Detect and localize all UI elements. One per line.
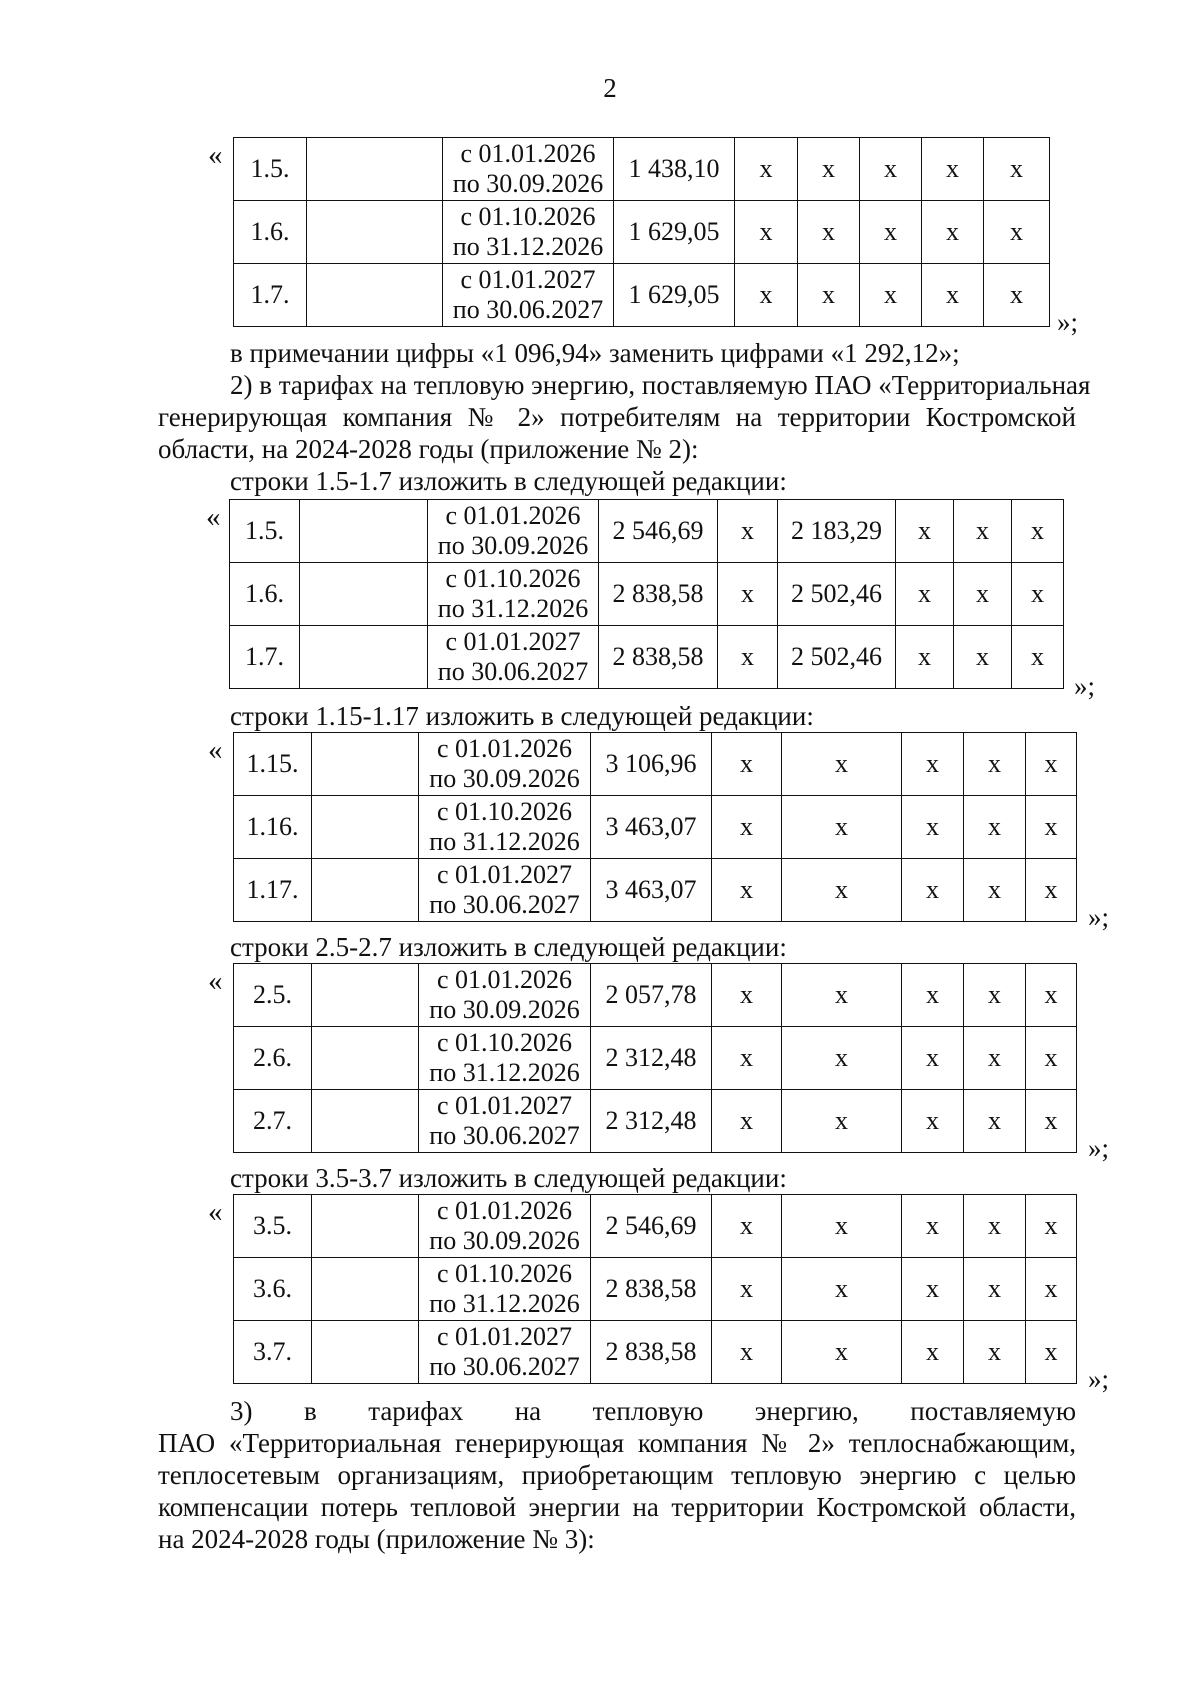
table-2-heading: строки 1.5-1.7 изложить в следующей редакции: [230, 466, 787, 496]
opening-quote: « [206, 501, 221, 533]
period-cell [419, 964, 591, 1027]
tariff-cell-c1: х [718, 563, 778, 626]
tariff-cell-c2: х [782, 859, 902, 922]
period-from: с 01.01.2026 [460, 139, 596, 168]
tariff-cell-c2: х [798, 264, 860, 327]
empty-cell [307, 201, 443, 264]
item3-line-3: теплосетевым организациям, приобретающим тепловую энергию с целью [158, 1460, 1076, 1490]
period-to: по 30.06.2027 [429, 890, 580, 919]
period-to: по 30.06.2027 [429, 1352, 580, 1381]
page-number: 2 [603, 73, 617, 103]
period-to: по 30.06.2027 [452, 295, 604, 324]
empty-cell [312, 1090, 419, 1153]
tariff-cell-c5: х [1026, 796, 1077, 859]
item3-line-1: 3) в тарифах на тепловую энергию, поставляемую [230, 1396, 1076, 1426]
closing-quote: »; [1074, 671, 1096, 701]
tariff-cell-c4: х [964, 1090, 1026, 1153]
table-row [234, 1195, 1077, 1258]
row-number-cell: 3.7. [234, 1321, 312, 1384]
empty-cell [312, 1027, 419, 1090]
tariff-cell-c5: х [1026, 733, 1077, 796]
tariff-cell-c2: х [798, 201, 860, 264]
table-row [230, 563, 1064, 626]
empty-cell [300, 563, 428, 626]
tariff-value-cell: 3 463,07 [591, 859, 712, 922]
empty-cell [300, 626, 428, 689]
tariff-cell-c5: х [1026, 964, 1077, 1027]
table-3-heading: строки 1.15-1.17 изложить в следующей редакции: [230, 701, 814, 731]
tariff-cell-c1: х [718, 500, 778, 563]
period-cell [419, 733, 591, 796]
period-cell [419, 1258, 591, 1321]
tariff-cell-c5: х [984, 264, 1050, 327]
empty-cell [312, 796, 419, 859]
tariff-cell-c3: х [860, 138, 922, 201]
tariff-cell-c3: х [902, 733, 964, 796]
tariff-cell-c2: х [782, 796, 902, 859]
tariff-cell-c1: х [712, 796, 782, 859]
row-number-cell: 2.5. [234, 964, 312, 1027]
tariff-cell-c1: х [735, 201, 798, 264]
tariff-cell-c2: 2 502,46 [778, 626, 896, 689]
tariff-cell-c2: х [782, 1090, 902, 1153]
row-number-cell: 1.5. [230, 500, 300, 563]
tariff-cell-c4: х [964, 733, 1026, 796]
tariff-cell-c5: х [1012, 500, 1064, 563]
row-number-cell: 1.7. [234, 264, 307, 327]
tariff-cell-c4: х [954, 563, 1012, 626]
closing-quote: »; [1088, 1133, 1110, 1163]
tariff-cell-c1: х [712, 1258, 782, 1321]
note-line: в примечании цифры «1 096,94» заменить цифрами «1 292,12»; [230, 338, 960, 368]
item3-line-5: на 2024-2028 годы (приложение № 3): [158, 1524, 595, 1554]
tariff-cell-c3: х [902, 1258, 964, 1321]
table-row [234, 201, 1050, 264]
period-from: с 01.01.2027 [436, 1322, 573, 1351]
table-row [234, 1090, 1077, 1153]
empty-cell [300, 500, 428, 563]
row-number-cell: 1.5. [234, 138, 307, 201]
period-from: с 01.01.2027 [445, 627, 581, 656]
tariff-cell-c4: х [954, 500, 1012, 563]
tariff-table-2 [229, 499, 1064, 689]
period-from: с 01.10.2026 [445, 564, 581, 593]
period-from: с 01.10.2026 [436, 1028, 573, 1057]
empty-cell [312, 1258, 419, 1321]
table-row [234, 796, 1077, 859]
empty-cell [312, 1195, 419, 1258]
closing-quote: »; [1088, 1364, 1110, 1394]
period-cell [419, 859, 591, 922]
opening-quote: « [208, 139, 223, 171]
period-cell [419, 796, 591, 859]
tariff-cell-c1: х [735, 138, 798, 201]
row-number-cell: 1.6. [234, 201, 307, 264]
period-from: с 01.10.2026 [436, 1259, 573, 1288]
period-to: по 31.12.2026 [452, 232, 604, 261]
period-cell [419, 1195, 591, 1258]
tariff-cell-c1: х [712, 1321, 782, 1384]
tariff-cell-c3: х [896, 500, 954, 563]
item3-line-2: ПАО «Территориальная генерирующая компания № 2» теплоснабжающим, [158, 1428, 1076, 1458]
closing-quote: »; [1057, 307, 1079, 337]
tariff-cell-c4: х [964, 796, 1026, 859]
period-cell [428, 563, 599, 626]
tariff-cell-c2: х [782, 964, 902, 1027]
period-to: по 30.09.2026 [437, 531, 589, 560]
row-number-cell: 2.6. [234, 1027, 312, 1090]
row-number-cell: 1.17. [234, 859, 312, 922]
period-from: с 01.01.2026 [436, 1196, 573, 1225]
tariff-cell-c4: х [964, 1321, 1026, 1384]
period-to: по 30.06.2027 [437, 657, 589, 686]
tariff-cell-c3: х [896, 563, 954, 626]
tariff-table-3 [233, 732, 1077, 922]
period-to: по 31.12.2026 [437, 594, 589, 623]
row-number-cell: 1.15. [234, 733, 312, 796]
tariff-cell-c4: х [964, 859, 1026, 922]
tariff-cell-c1: х [712, 859, 782, 922]
tariff-cell-c4: х [964, 964, 1026, 1027]
empty-cell [312, 1321, 419, 1384]
empty-cell [307, 138, 443, 201]
tariff-table-5 [233, 1194, 1077, 1384]
item2-line-1: 2) в тарифах на тепловую энергию, поставляемую ПАО «Территориальная [230, 370, 1091, 400]
tariff-cell-c2: х [782, 733, 902, 796]
tariff-value-cell: 2 838,58 [599, 563, 718, 626]
tariff-cell-c5: х [1026, 1195, 1077, 1258]
row-number-cell: 3.6. [234, 1258, 312, 1321]
tariff-cell-c2: х [782, 1321, 902, 1384]
period-to: по 30.09.2026 [452, 169, 604, 198]
empty-cell [312, 964, 419, 1027]
opening-quote: « [208, 965, 223, 997]
period-from: с 01.01.2027 [436, 1091, 573, 1120]
tariff-value-cell: 2 838,58 [599, 626, 718, 689]
period-from: с 01.10.2026 [460, 202, 596, 231]
tariff-cell-c5: х [1026, 1090, 1077, 1153]
closing-quote: »; [1088, 902, 1110, 932]
table-row [234, 733, 1077, 796]
period-from: с 01.01.2027 [436, 860, 573, 889]
tariff-cell-c3: х [902, 859, 964, 922]
tariff-cell-c4: х [964, 1195, 1026, 1258]
row-number-cell: 2.7. [234, 1090, 312, 1153]
item2-line-3: области, на 2024-2028 годы (приложение № 2): [158, 434, 699, 464]
empty-cell [307, 264, 443, 327]
tariff-cell-c5: х [1026, 1258, 1077, 1321]
tariff-cell-c3: х [902, 1195, 964, 1258]
period-cell [443, 138, 614, 201]
period-cell [419, 1090, 591, 1153]
period-cell [443, 201, 614, 264]
tariff-cell-c3: х [902, 1090, 964, 1153]
row-number-cell: 1.16. [234, 796, 312, 859]
tariff-cell-c3: х [860, 264, 922, 327]
tariff-cell-c2: х [782, 1027, 902, 1090]
tariff-value-cell: 2 312,48 [591, 1090, 712, 1153]
tariff-table-1 [233, 137, 1050, 327]
tariff-cell-c5: х [1012, 626, 1064, 689]
tariff-cell-c4: х [964, 1258, 1026, 1321]
table-5-heading: строки 3.5-3.7 изложить в следующей редакции: [230, 1163, 787, 1193]
tariff-cell-c1: х [735, 264, 798, 327]
period-cell [419, 1027, 591, 1090]
tariff-cell-c2: 2 183,29 [778, 500, 896, 563]
tariff-value-cell: 1 629,05 [614, 201, 735, 264]
tariff-table-4 [233, 963, 1077, 1153]
tariff-cell-c2: 2 502,46 [778, 563, 896, 626]
period-to: по 31.12.2026 [429, 1289, 580, 1318]
tariff-cell-c3: х [902, 1321, 964, 1384]
tariff-value-cell: 2 838,58 [591, 1321, 712, 1384]
tariff-cell-c1: х [712, 964, 782, 1027]
tariff-cell-c1: х [712, 1027, 782, 1090]
tariff-value-cell: 2 546,69 [599, 500, 718, 563]
tariff-cell-c5: х [1012, 563, 1064, 626]
tariff-cell-c3: х [860, 201, 922, 264]
item2-line-2: генерирующая компания № 2» потребителям на территории Костромской [158, 402, 1076, 432]
tariff-cell-c5: х [984, 201, 1050, 264]
tariff-cell-c4: х [954, 626, 1012, 689]
tariff-cell-c1: х [712, 1195, 782, 1258]
period-from: с 01.10.2026 [436, 797, 573, 826]
tariff-value-cell: 1 629,05 [614, 264, 735, 327]
tariff-cell-c5: х [1026, 859, 1077, 922]
item3-line-4: компенсации потерь тепловой энергии на территории Костромской области, [158, 1492, 1076, 1522]
table-row [234, 1027, 1077, 1090]
period-from: с 01.01.2026 [436, 734, 573, 763]
tariff-cell-c3: х [902, 964, 964, 1027]
period-to: по 30.09.2026 [429, 995, 580, 1024]
tariff-value-cell: 3 106,96 [591, 733, 712, 796]
tariff-cell-c2: х [782, 1195, 902, 1258]
period-to: по 30.09.2026 [429, 764, 580, 793]
period-cell [443, 264, 614, 327]
table-row [230, 500, 1064, 563]
tariff-cell-c4: х [922, 201, 984, 264]
tariff-cell-c4: х [922, 264, 984, 327]
empty-cell [312, 733, 419, 796]
period-cell [419, 1321, 591, 1384]
period-from: с 01.01.2026 [436, 965, 573, 994]
table-row [234, 964, 1077, 1027]
tariff-cell-c4: х [964, 1027, 1026, 1090]
period-cell [428, 626, 599, 689]
period-from: с 01.01.2026 [445, 501, 581, 530]
tariff-cell-c4: х [922, 138, 984, 201]
tariff-value-cell: 1 438,10 [614, 138, 735, 201]
table-row [234, 138, 1050, 201]
period-to: по 31.12.2026 [429, 827, 580, 856]
table-row [234, 859, 1077, 922]
tariff-cell-c1: х [718, 626, 778, 689]
tariff-cell-c5: х [1026, 1321, 1077, 1384]
period-to: по 30.09.2026 [429, 1226, 580, 1255]
table-row [230, 626, 1064, 689]
tariff-cell-c3: х [902, 1027, 964, 1090]
period-to: по 31.12.2026 [429, 1058, 580, 1087]
tariff-value-cell: 2 057,78 [591, 964, 712, 1027]
period-from: с 01.01.2027 [460, 265, 596, 294]
tariff-cell-c2: х [798, 138, 860, 201]
opening-quote: « [208, 1196, 223, 1228]
tariff-cell-c3: х [896, 626, 954, 689]
tariff-cell-c3: х [902, 796, 964, 859]
opening-quote: « [208, 734, 223, 766]
table-row [234, 1321, 1077, 1384]
table-row [234, 1258, 1077, 1321]
row-number-cell: 3.5. [234, 1195, 312, 1258]
row-number-cell: 1.7. [230, 626, 300, 689]
tariff-value-cell: 3 463,07 [591, 796, 712, 859]
table-row [234, 264, 1050, 327]
tariff-cell-c1: х [712, 1090, 782, 1153]
tariff-value-cell: 2 312,48 [591, 1027, 712, 1090]
tariff-cell-c2: х [782, 1258, 902, 1321]
tariff-cell-c5: х [984, 138, 1050, 201]
tariff-value-cell: 2 546,69 [591, 1195, 712, 1258]
period-to: по 30.06.2027 [429, 1121, 580, 1150]
empty-cell [312, 859, 419, 922]
table-4-heading: строки 2.5-2.7 изложить в следующей редакции: [230, 932, 787, 962]
tariff-cell-c1: х [712, 733, 782, 796]
row-number-cell: 1.6. [230, 563, 300, 626]
period-cell [428, 500, 599, 563]
tariff-cell-c5: х [1026, 1027, 1077, 1090]
tariff-value-cell: 2 838,58 [591, 1258, 712, 1321]
